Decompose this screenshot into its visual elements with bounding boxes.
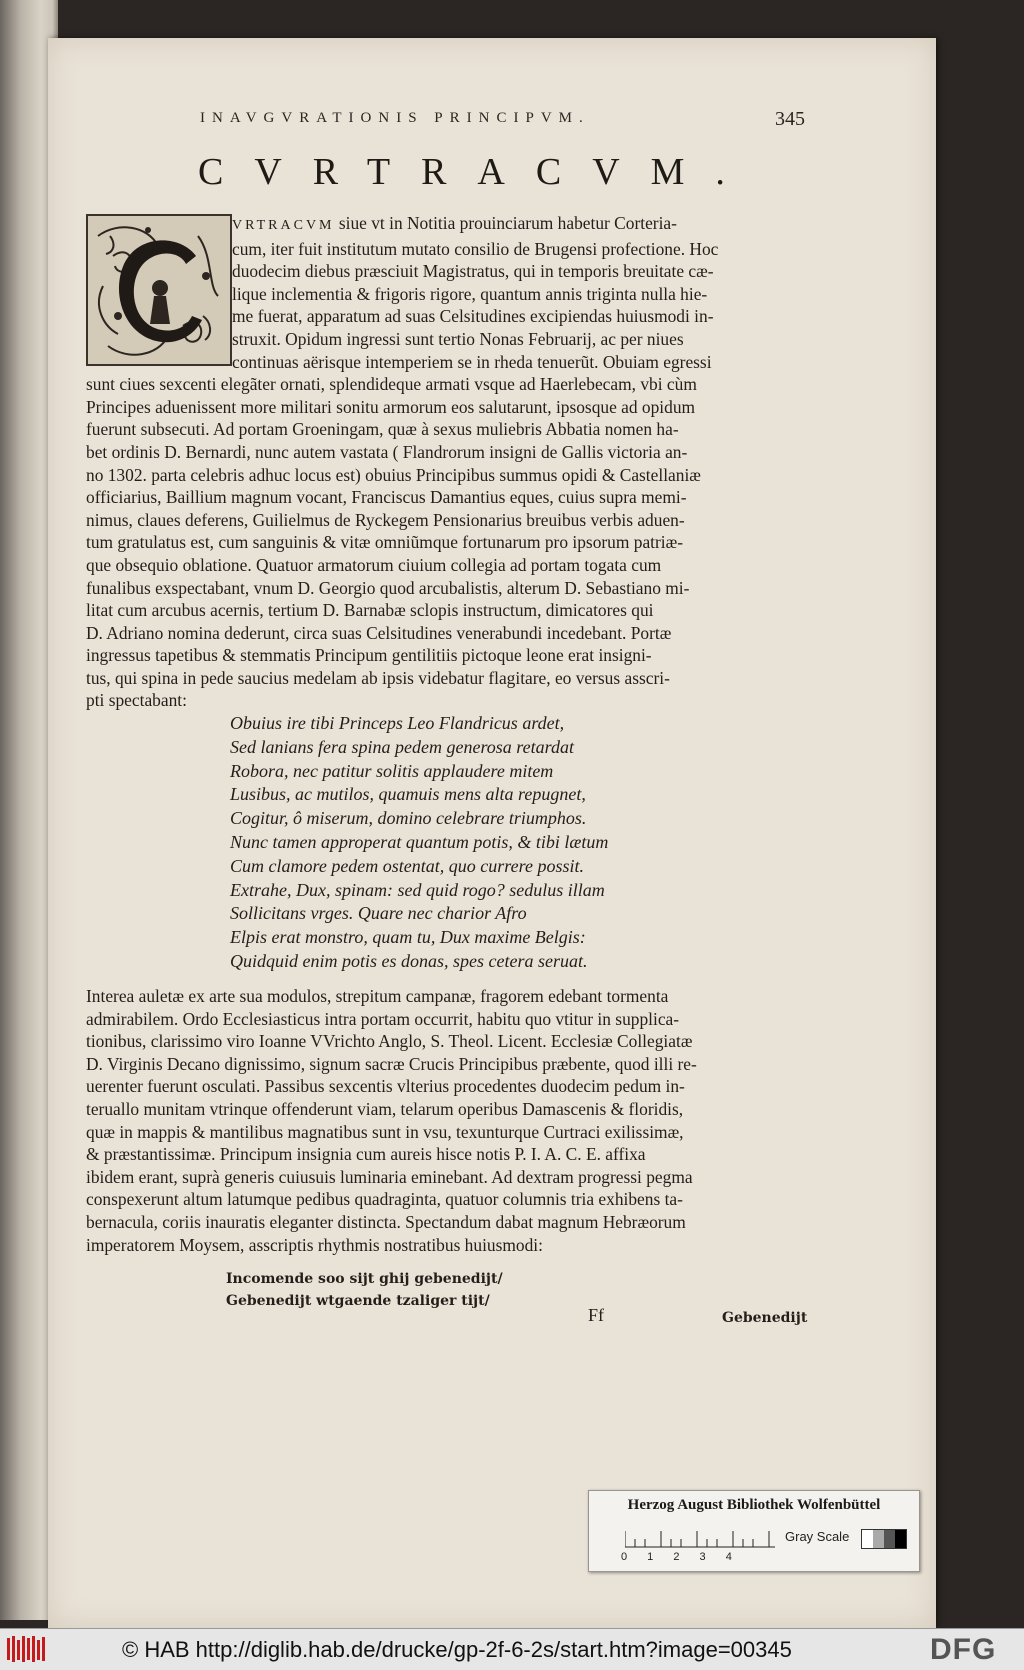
hab-logo-icon	[6, 1634, 48, 1664]
text-line: que obsequio oblatione. Quatuor armatorum ciuium collegia ad portam togata cum	[86, 554, 662, 575]
running-head: INAVGVRATIONIS PRINCIPVM.	[200, 110, 590, 126]
viewer-footer	[0, 1628, 1024, 1670]
text-line: continuas aërisque intemperiem se in rheda tenuerũt. Obuiam egressi	[232, 351, 712, 372]
second-paragraph	[86, 985, 806, 1256]
text-line: D. Virginis Decano dignissimo, signum sacræ Crucis Principibus præbente, quod illi re-	[86, 1053, 697, 1074]
verse-line: Quidquid enim potis es donas, spes cetera seruat.	[230, 950, 588, 971]
dfg-logo: DFG	[930, 1633, 997, 1666]
library-color-stamp	[588, 1490, 920, 1572]
text-line: me fuerat, apparatum ad suas Celsitudines excipiendas huiusmodi in-	[232, 306, 714, 327]
source-link[interactable]: © HAB http://diglib.hab.de/drucke/gp-2f-6-2s/start.htm?image=00345	[122, 1637, 792, 1662]
text-line: funalibus exspectabant, vnum D. Georgio quod arcubalistis, alterum D. Sebastiano mi-	[86, 577, 690, 598]
text-line: tum gratulatus est, cum sanguinis & vitæ omniũmque fortunarum pro ipsorum patriæ-	[86, 532, 684, 553]
text-line: D. Adriano nomina dederunt, circa suas Celsitudines venerabundi incedebant. Portæ	[86, 622, 672, 643]
dutch-verse-line: Gebenedijt wtgaende tzaliger tijt/	[226, 1293, 490, 1309]
text-line: nimus, claues deferens, Guilielmus de Ryckegem Pensionarius breuibus verbis aduen-	[86, 509, 685, 530]
verse-line: Cum clamore pedem ostentat, quo currere possit.	[230, 855, 584, 876]
verse-line: Nunc tamen approperat quantum potis, & tibi lætum	[230, 831, 609, 852]
text-line: litat cum arcubus acernis, tertium D. Barnabæ sclopis instructum, dimicatores qui	[86, 600, 654, 621]
text-line: bernacula, coriis inauratis eleganter distincta. Spectandum dabat magnum Hebræorum	[86, 1211, 686, 1232]
text-line: conspexerunt altum latumque pedibus quadraginta, quatuor columnis tria exhibens ta-	[86, 1189, 683, 1210]
verse-line: Robora, nec patitur solitis applaudere mitem	[230, 760, 554, 781]
text-line: tus, qui spina in pede saucius medelam ab ipsis videbatur flagitare, eo versus asscri-	[86, 667, 670, 688]
verse-line: Sed lanians fera spina pedem generosa retardat	[230, 736, 574, 757]
text-line: quæ in mappis & mantilibus magnatibus sunt in vsu, texunturque Curtraci exilissimæ,	[86, 1121, 684, 1142]
text-line: Interea auletæ ex arte sua modulos, strepitum campanæ, fragorem edebant tormenta	[86, 986, 669, 1006]
library-name: Herzog August Bibliothek Wolfenbüttel	[627, 1497, 881, 1513]
ruler-ticks: 0 1 2 3 4	[621, 1551, 732, 1563]
text-line: fuerunt subsecuti. Ad portam Groeningam, quæ à sexus muliebris Abbatia nomen ha-	[86, 419, 679, 440]
gray-scale-label: Gray Scale	[785, 1529, 850, 1544]
verse-line: Obuius ire tibi Princeps Leo Flandricus ardet,	[230, 713, 565, 733]
lead-word: VRTRACVM	[232, 218, 335, 233]
text-line: duodecim diebus præsciuit Magistratus, qui in temporis breuitate cæ-	[232, 261, 714, 282]
signature-mark: Ff	[588, 1305, 605, 1325]
text-line: tionibus, clarissimo viro Ioanne VVrichto Anglo, S. Theol. Licent. Ecclesiæ Collegiatæ	[86, 1031, 693, 1052]
gray-scale-swatch	[861, 1529, 907, 1549]
text-line: no 1302. parta celebris adhuc locus est) obuius Principibus summus opidi & Castellaniæ	[86, 464, 701, 485]
text-line: cum, iter fuit institutum mutato consilio de Brugensi profectione. Hoc	[232, 238, 719, 259]
latin-verse	[230, 712, 750, 974]
paragraph-lead-line	[86, 212, 806, 238]
verse-line: Elpis erat monstro, quam tu, Dux maxime Belgis:	[230, 927, 586, 948]
text-line: lique inclementia & frigoris rigore, quantum annis triginta nulla hie-	[232, 283, 708, 304]
text-line: pti spectabant:	[86, 690, 187, 711]
verse-line: Extrahe, Dux, spinam: sed quid rogo? sedulus illam	[230, 879, 605, 900]
catchword: Gebenedijt	[722, 1310, 808, 1326]
text-line: struxit. Opidum ingressi sunt tertio Nonas Februarij, ac per niues	[232, 328, 684, 349]
text-line: & præstantissimæ. Principum insignia cum aureis hisce notis P. I. A. C. E. affixa	[86, 1144, 646, 1165]
text-line: sunt ciues sexcenti elegãter ornati, splendideque armati vsque ad Haerlebecam, vbi cùm	[86, 374, 697, 395]
main-paragraph	[86, 212, 806, 712]
text-line: siue vt in Notitia prouinciarum habetur Corteria-	[338, 213, 677, 233]
verse-line: Sollicitans vrges. Quare nec charior Afro	[230, 903, 527, 924]
text-line: bet ordinis D. Bernardi, nunc autem vastata ( Flandrorum insigni de Gallis victoria an-	[86, 441, 688, 462]
text-line: imperatorem Moysem, asscriptis rhythmis nostratibus huiusmodi:	[86, 1234, 543, 1255]
text-line: teruallo munitam vtrinque offenderunt viam, telarum operibus Damascenis & floridis,	[86, 1098, 684, 1119]
text-line: admirabilem. Ordo Ecclesiasticus intra portam occurrit, habitu quo vtitur in supplica-	[86, 1008, 680, 1029]
verse-line: Lusibus, ac mutilos, quamuis mens alta repugnet,	[230, 784, 586, 805]
text-line: ingressus tapetibus & stemmatis Principum gentilitiis pictoque leone erat insigni-	[86, 645, 652, 666]
dutch-verse	[226, 1268, 526, 1312]
text-line: ibidem erant, suprà generis cuiusuis luminaria eminebant. Ad dextram progressi pegma	[86, 1166, 693, 1187]
page-title: CVRTRACVM.	[198, 151, 756, 193]
text-line: Principes aduenissent more militari sonitu armorum eos salutarunt, ipsosque ad opidum	[86, 396, 696, 417]
text-line: officiarius, Baillium magnum vocant, Franciscus Damantius eques, cuius supra memi-	[86, 487, 687, 508]
text-line: uerenter fuerunt osculati. Passibus sexcentis vlterius procedentes duodecim pedum in-	[86, 1076, 685, 1097]
dutch-verse-line: Incomende soo sijt ghij gebenedijt/	[226, 1271, 503, 1287]
verse-line: Cogitur, ô miserum, domino celebrare triumphos.	[230, 808, 587, 829]
page-number: 345	[775, 108, 805, 130]
